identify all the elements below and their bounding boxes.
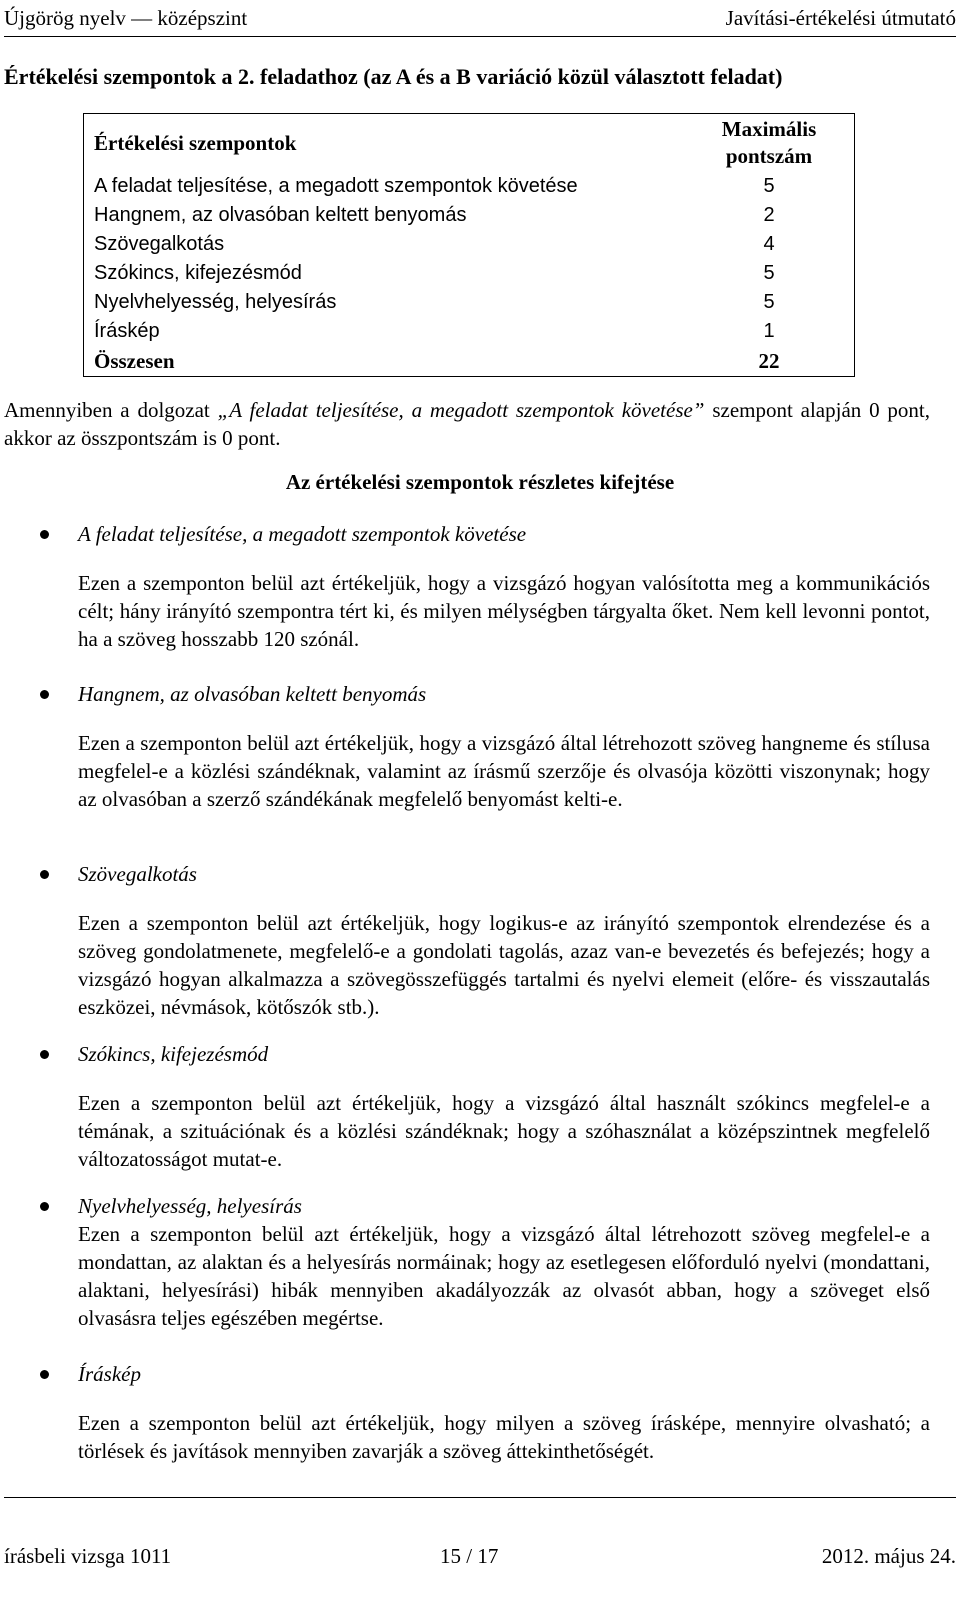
criterion-cell: Szövegalkotás — [94, 233, 225, 255]
bullet-icon — [40, 690, 49, 699]
bullet-icon — [40, 1050, 49, 1059]
criterion-detail — [78, 1192, 930, 1332]
detail-title: Hangnem, az olvasóban keltett benyomás — [78, 682, 427, 706]
header-right: Javítási-értékelési útmutató — [725, 6, 956, 30]
bullet-icon — [40, 870, 49, 879]
table-row — [84, 259, 855, 288]
criterion-cell: A feladat teljesítése, a megadott szempontok követése — [94, 175, 578, 197]
footer-divider — [4, 1497, 956, 1498]
section-title: Értékelési szempontok a 2. feladathoz (az A és a B variáció közül választott feladat) — [4, 64, 783, 89]
page-footer — [4, 1544, 956, 1574]
footer-left: írásbeli vizsga 1011 — [4, 1544, 172, 1568]
detail-text: Ezen a szemponton belül azt értékeljük, hogy milyen a szöveg írásképe, mennyire olvasható; a törlések és javítások mennyiben zavarják a szöveg áttekinthetőségét. — [78, 1411, 930, 1463]
criterion-detail — [78, 680, 930, 813]
points-cell: 2 — [763, 204, 775, 226]
criterion-detail — [78, 860, 930, 1021]
header-points-line2: pontszám — [725, 144, 813, 168]
criterion-detail — [78, 1360, 930, 1465]
page-header — [4, 0, 956, 37]
criterion-detail — [78, 520, 930, 653]
points-cell: 5 — [763, 291, 775, 313]
note-before: Amennyiben a dolgozat — [4, 398, 218, 422]
table-row — [84, 288, 855, 317]
total-points: 22 — [758, 348, 780, 373]
table-row — [84, 172, 855, 201]
total-label: Összesen — [94, 348, 175, 373]
bullet-icon — [40, 1202, 49, 1211]
points-cell: 1 — [763, 320, 775, 342]
zero-point-note — [4, 396, 930, 452]
header-left: Újgörög nyelv — középszint — [4, 6, 248, 30]
footer-date: 2012. május 24. — [821, 1544, 956, 1568]
points-cell: 5 — [763, 262, 775, 284]
criterion-cell: Íráskép — [94, 320, 160, 342]
details-title: Az értékelési szempontok részletes kifejtése — [285, 470, 675, 494]
note-italic: „A feladat teljesítése, a megadott szempontok követése” — [217, 398, 705, 422]
bullet-icon — [40, 530, 49, 539]
table-row — [84, 317, 855, 346]
detail-title: Szókincs, kifejezésmód — [78, 1042, 269, 1066]
points-cell: 5 — [763, 175, 775, 197]
criterion-cell: Nyelvhelyesség, helyesírás — [94, 291, 337, 313]
table-total-row — [84, 346, 855, 377]
header-points-line1: Maximális — [721, 117, 817, 141]
note-after: szempont alapján 0 pont, akkor az összpontszám is 0 pont. — [4, 398, 931, 450]
table-row — [84, 230, 855, 259]
detail-title: Szövegalkotás — [78, 862, 197, 886]
header-criteria: Értékelési szempontok — [94, 130, 297, 155]
points-cell: 4 — [763, 233, 775, 255]
header-points — [684, 114, 855, 173]
criterion-cell: Hangnem, az olvasóban keltett benyomás — [94, 204, 467, 226]
table-row — [84, 201, 855, 230]
table-header-row — [84, 114, 855, 173]
detail-title: Íráskép — [78, 1362, 141, 1386]
detail-title: A feladat teljesítése, a megadott szempontok követése — [78, 522, 527, 546]
detail-title: Nyelvhelyesség, helyesírás — [78, 1194, 302, 1218]
detail-text: Ezen a szemponton belül azt értékeljük, hogy a vizsgázó által használt szókincs megfelel-e a témának, a szituációnak és a közlési szándéknak; hogy a szóhasználat a középszintnek megfelelő változatosságot mutat-e. — [78, 1091, 930, 1171]
detail-text: Ezen a szemponton belül azt értékeljük, hogy logikus-e az irányító szempontok elrendezése és a szöveg gondolatmenete, megfelelő-e a gondolati tagolás, azaz van-e bevezetés és befejezés; hogy a vizsgázó hogyan alkalmazza a szövegösszefüggés tartalmi és nyelvi elemeit (előre- és visszautalás eszközei, névmások, kötőszók stb.). — [78, 911, 930, 1019]
footer-page-number: 15 / 17 — [440, 1544, 499, 1568]
detail-text: Ezen a szemponton belül azt értékeljük, hogy a vizsgázó hogyan valósította meg a kommunikációs célt; hány irányító szempontra tért ki, és milyen mélységben tárgyalta őket. Nem kell levonni pontot, ha a szöveg hosszabb 120 szónál. — [78, 571, 930, 651]
bullet-icon — [40, 1370, 49, 1379]
criterion-cell: Szókincs, kifejezésmód — [94, 262, 302, 284]
scoring-table — [83, 113, 855, 377]
criterion-detail — [78, 1040, 930, 1173]
detail-text: Ezen a szemponton belül azt értékeljük, hogy a vizsgázó által létrehozott szöveg hangneme és stílusa megfelel-e a közlési szándéknak, valamint az írásmű szerzője és olvasója közötti viszonynak; hogy az olvasóban a szerző szándékának megfelelő benyomást kelti-e. — [78, 731, 930, 811]
detail-text: Ezen a szemponton belül azt értékeljük, hogy a vizsgázó által létrehozott szöveg megfelel-e a mondattan, az alaktan és a helyesírás normáinak; hogy az esetlegesen előforduló nyelvi (mondattani, alaktani, helyesírási) hibák mennyiben akadályozzák az olvasót abban, hogy a szöveget első olvasásra teljes egészében megértse. — [78, 1222, 930, 1330]
